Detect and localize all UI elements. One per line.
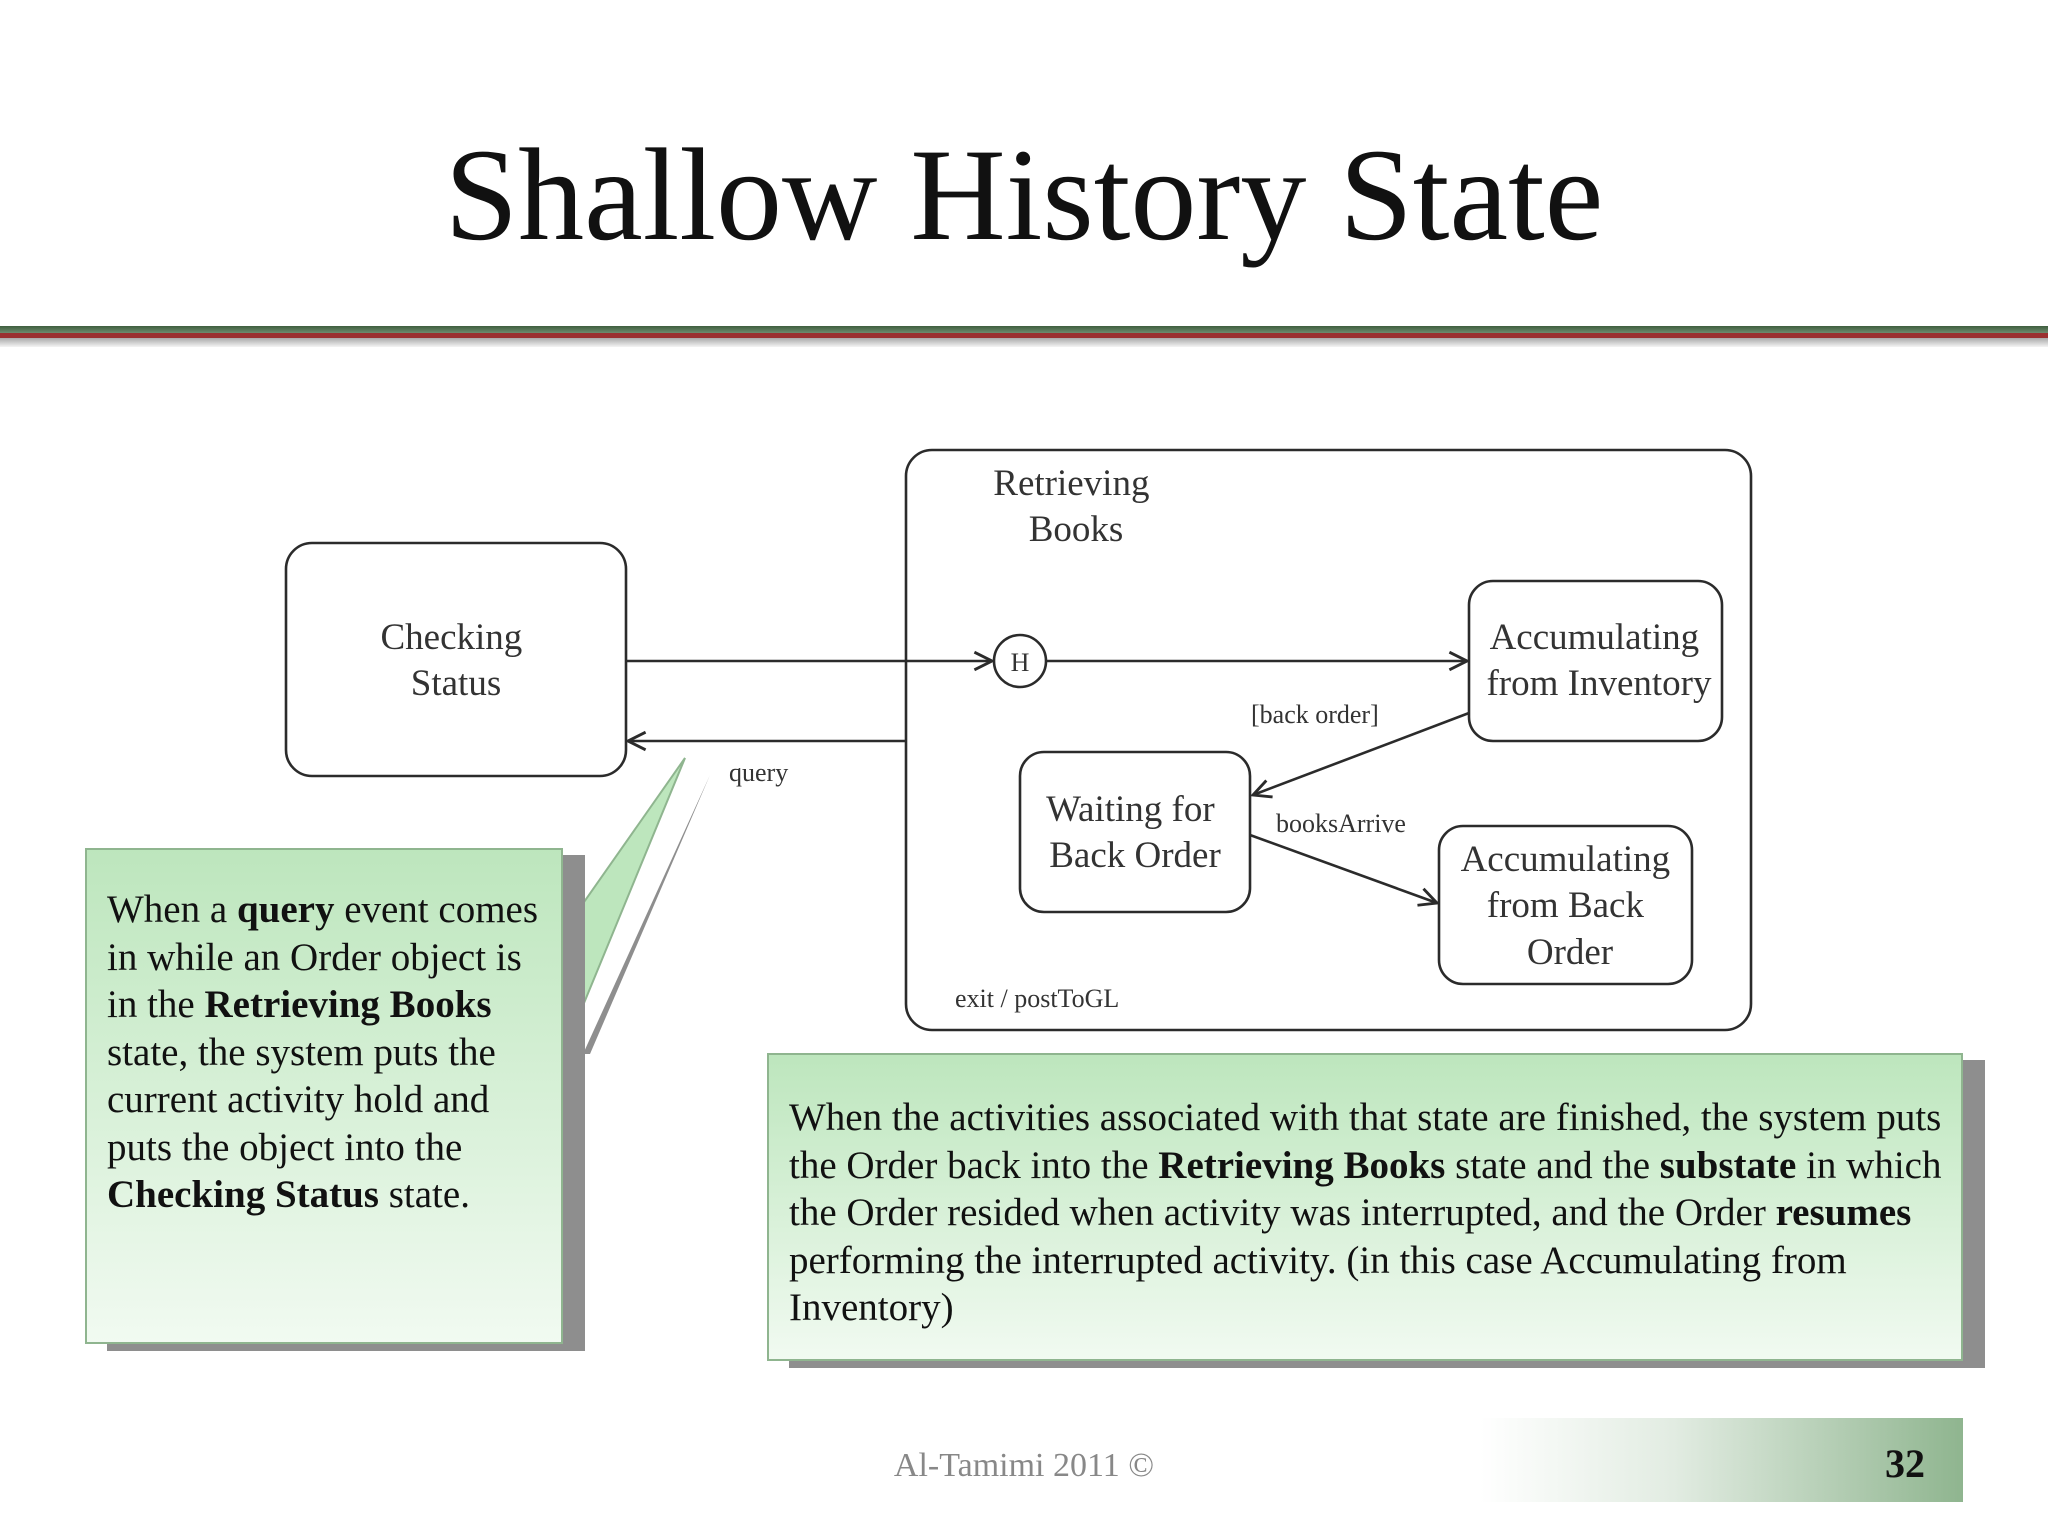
page-number: 32 bbox=[1885, 1441, 1925, 1486]
emphasis-text: resumes bbox=[1775, 1191, 1912, 1234]
emphasis-text: substate bbox=[1659, 1143, 1797, 1187]
callout-query-explanation bbox=[85, 848, 563, 1344]
callout-resume-explanation bbox=[767, 1053, 1963, 1361]
callout-pointer bbox=[563, 758, 685, 1054]
body-text: When a bbox=[107, 888, 237, 931]
state-accumulating-inventory bbox=[1469, 581, 1722, 741]
state-waiting-back-order bbox=[1020, 752, 1250, 912]
body-text: state and the bbox=[1445, 1143, 1660, 1187]
state-checking-status-label: Checking Status bbox=[380, 617, 523, 704]
body-text: state, the system puts the current activity hold and puts the object into the bbox=[107, 1030, 496, 1169]
emphasis-text: Checking Status bbox=[107, 1173, 379, 1216]
transition-books-arrive bbox=[1250, 835, 1437, 903]
body-text: performing the interrupted activity. (in this case Accumulating from Inventory) bbox=[789, 1238, 1847, 1329]
body-text: event comes in while an Order object is in the bbox=[107, 888, 539, 1026]
state-waiting-back-order-label: Waiting for Back Order bbox=[1046, 789, 1221, 876]
page-number-box bbox=[1480, 1418, 1963, 1502]
emphasis-text: Retrieving Books bbox=[204, 983, 492, 1026]
emphasis-text: query bbox=[236, 888, 335, 931]
slide-footer: Al-Tamimi 2011 © bbox=[893, 1447, 1155, 1484]
guard-back-order-label: [back order] bbox=[1251, 700, 1379, 729]
body-text: When the activities associated with that state are finished, the system puts the Order back into the bbox=[789, 1096, 1942, 1187]
slide-title: Shallow History State bbox=[444, 121, 1604, 268]
state-accumulating-back-order-label: Accumulating from Back Order bbox=[1460, 839, 1671, 973]
body-text: state. bbox=[378, 1173, 470, 1216]
emphasis-text: Retrieving Books bbox=[1158, 1143, 1446, 1187]
state-checking-status bbox=[286, 543, 626, 776]
state-retrieving-books-label: Retrieving Books bbox=[993, 463, 1150, 550]
event-books-arrive-label: booksArrive bbox=[1276, 809, 1406, 838]
exit-action-label: exit / postToGL bbox=[955, 984, 1120, 1013]
event-query-label: query bbox=[729, 758, 789, 787]
body-text: in which the Order resided when activity was interrupted, and the Order bbox=[789, 1143, 1942, 1234]
state-accumulating-inventory-label: Accumulating from Inventory bbox=[1486, 617, 1712, 704]
history-state-label: H bbox=[1010, 648, 1030, 677]
